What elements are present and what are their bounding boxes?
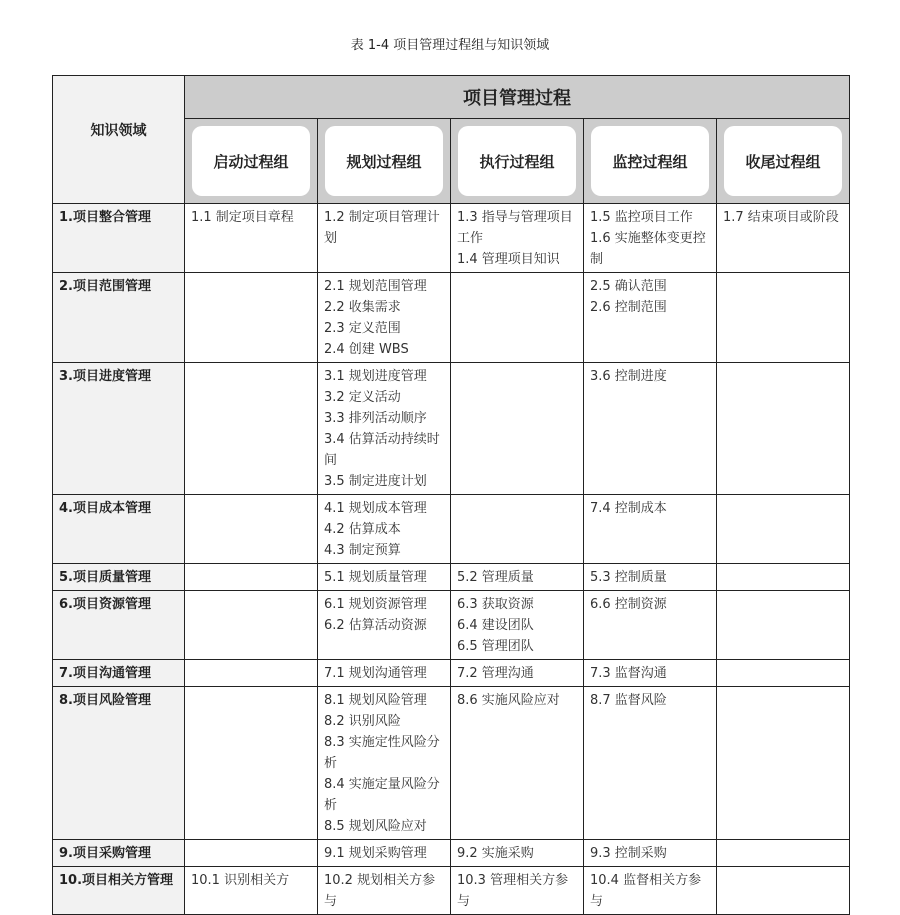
process-item: 与 (590, 894, 604, 909)
process-item: 7.4 控制成本 (590, 501, 667, 516)
process-cell (185, 495, 318, 564)
process-cell (318, 660, 451, 687)
process-cell (185, 660, 318, 687)
process-item: 工作 (457, 231, 484, 246)
process-cell (318, 564, 451, 591)
process-item: 8.2 识别风险 (324, 714, 401, 729)
process-item: 2.4 创建 WBS (324, 342, 409, 357)
process-item: 6.1 规划资源管理 (324, 597, 427, 612)
process-item: 7.1 规划沟通管理 (324, 666, 427, 681)
process-item: 8.5 规划风险应对 (324, 819, 427, 834)
process-item: 8.6 实施风险应对 (457, 693, 560, 708)
process-cell (185, 591, 318, 660)
process-item: 10.2 规划相关方参 (324, 873, 436, 888)
process-item: 3.3 排列活动顺序 (324, 411, 427, 426)
process-item: 间 (324, 453, 338, 468)
process-item: 6.2 估算活动资源 (324, 618, 427, 633)
process-cell (584, 660, 717, 687)
process-cell (451, 204, 584, 273)
group-header-executing (451, 119, 584, 204)
process-cell (584, 687, 717, 840)
process-item: 3.1 规划进度管理 (324, 369, 427, 384)
process-item: 1.2 制定项目管理计 (324, 210, 440, 225)
process-cell (318, 204, 451, 273)
process-item: 8.3 实施定性风险分 (324, 735, 440, 750)
process-item: 2.6 控制范围 (590, 300, 667, 315)
knowledge-area-label: 10.项目相关方管理 (53, 867, 185, 915)
process-item: 4.3 制定预算 (324, 543, 401, 558)
group-header-closing (717, 119, 850, 204)
process-item: 与 (324, 894, 338, 909)
process-cell (451, 591, 584, 660)
process-cell (717, 564, 850, 591)
process-cell (185, 840, 318, 867)
process-cell (584, 564, 717, 591)
group-label-executing: 执行过程组 (458, 126, 576, 196)
process-cell (451, 867, 584, 915)
process-item: 8.4 实施定量风险分 (324, 777, 440, 792)
process-item: 划 (324, 231, 338, 246)
table-caption: 表 1-4 项目管理过程组与知识领域 (350, 38, 550, 53)
process-item: 析 (324, 798, 338, 813)
process-item: 3.5 制定进度计划 (324, 474, 427, 489)
knowledge-area-label: 4.项目成本管理 (53, 495, 185, 564)
group-label-initiating: 启动过程组 (192, 126, 310, 196)
table-row (53, 687, 850, 840)
table-row (53, 204, 850, 273)
process-title-header: 项目管理过程 (185, 76, 850, 119)
process-item: 10.3 管理相关方参 (457, 873, 569, 888)
process-cell (318, 363, 451, 495)
process-item: 5.3 控制质量 (590, 570, 667, 585)
process-cell (451, 273, 584, 363)
process-cell (584, 273, 717, 363)
process-cell (717, 204, 850, 273)
table-row (53, 564, 850, 591)
process-item: 4.1 规划成本管理 (324, 501, 427, 516)
process-cell (717, 840, 850, 867)
process-cell (717, 687, 850, 840)
knowledge-area-label: 3.项目进度管理 (53, 363, 185, 495)
process-cell (717, 363, 850, 495)
process-cell (717, 660, 850, 687)
process-item: 9.3 控制采购 (590, 846, 667, 861)
table-row (53, 363, 850, 495)
table-row (53, 840, 850, 867)
process-item: 1.5 监控项目工作 (590, 210, 693, 225)
process-cell (318, 273, 451, 363)
knowledge-area-label: 8.项目风险管理 (53, 687, 185, 840)
process-cell (584, 363, 717, 495)
process-item: 1.6 实施整体变更控 (590, 231, 706, 246)
process-item: 7.3 监督沟通 (590, 666, 667, 681)
table-row (53, 495, 850, 564)
process-item: 2.3 定义范围 (324, 321, 401, 336)
process-item: 4.2 估算成本 (324, 522, 401, 537)
table-row (53, 660, 850, 687)
process-cell (185, 363, 318, 495)
process-item: 3.4 估算活动持续时 (324, 432, 440, 447)
process-cell (584, 204, 717, 273)
process-item: 2.5 确认范围 (590, 279, 667, 294)
process-cell (584, 591, 717, 660)
process-cell (185, 564, 318, 591)
process-item: 9.2 实施采购 (457, 846, 534, 861)
table-row (53, 273, 850, 363)
process-cell (717, 867, 850, 915)
process-item: 6.5 管理团队 (457, 639, 534, 654)
process-knowledge-table-frame (52, 75, 848, 915)
process-cell (451, 564, 584, 591)
process-cell (185, 687, 318, 840)
knowledge-area-label: 7.项目沟通管理 (53, 660, 185, 687)
process-cell (451, 840, 584, 867)
group-header-initiating (185, 119, 318, 204)
process-item: 2.1 规划范围管理 (324, 279, 427, 294)
process-cell (451, 363, 584, 495)
process-item: 6.3 获取资源 (457, 597, 534, 612)
process-knowledge-table (52, 75, 850, 915)
process-cell (584, 867, 717, 915)
group-label-planning: 规划过程组 (325, 126, 443, 196)
process-item: 1.3 指导与管理项目 (457, 210, 573, 225)
process-item: 7.2 管理沟通 (457, 666, 534, 681)
process-item: 1.4 管理项目知识 (457, 252, 560, 267)
process-item: 10.1 识别相关方 (191, 873, 290, 888)
process-item: 析 (324, 756, 338, 771)
process-item: 制 (590, 252, 604, 267)
knowledge-area-label: 5.项目质量管理 (53, 564, 185, 591)
process-cell (318, 591, 451, 660)
group-label-monitoring: 监控过程组 (591, 126, 709, 196)
process-item: 8.1 规划风险管理 (324, 693, 427, 708)
knowledge-area-label: 1.项目整合管理 (53, 204, 185, 273)
process-item: 与 (457, 894, 471, 909)
process-item: 10.4 监督相关方参 (590, 873, 702, 888)
table-row (53, 591, 850, 660)
process-cell (318, 840, 451, 867)
process-cell (451, 687, 584, 840)
process-cell (451, 660, 584, 687)
process-cell (717, 591, 850, 660)
group-header-planning (318, 119, 451, 204)
knowledge-area-label: 9.项目采购管理 (53, 840, 185, 867)
process-cell (717, 495, 850, 564)
process-item: 6.6 控制资源 (590, 597, 667, 612)
process-item: 6.4 建设团队 (457, 618, 534, 633)
knowledge-area-label: 6.项目资源管理 (53, 591, 185, 660)
process-item: 3.2 定义活动 (324, 390, 401, 405)
process-item: 9.1 规划采购管理 (324, 846, 427, 861)
group-header-monitoring (584, 119, 717, 204)
process-item: 2.2 收集需求 (324, 300, 401, 315)
process-cell (584, 495, 717, 564)
process-cell (185, 867, 318, 915)
process-item: 3.6 控制进度 (590, 369, 667, 384)
process-item: 5.1 规划质量管理 (324, 570, 427, 585)
process-item: 1.1 制定项目章程 (191, 210, 294, 225)
process-cell (318, 687, 451, 840)
table-body (53, 204, 850, 915)
process-cell (318, 495, 451, 564)
process-item: 8.7 监督风险 (590, 693, 667, 708)
process-item: 1.7 结束项目或阶段 (723, 210, 839, 225)
process-cell (318, 867, 451, 915)
knowledge-area-header: 知识领域 (53, 76, 185, 204)
process-cell (584, 840, 717, 867)
process-cell (185, 273, 318, 363)
table-row (53, 867, 850, 915)
process-cell (451, 495, 584, 564)
process-cell (717, 273, 850, 363)
process-cell (185, 204, 318, 273)
knowledge-area-label: 2.项目范围管理 (53, 273, 185, 363)
group-label-closing: 收尾过程组 (724, 126, 842, 196)
process-item: 5.2 管理质量 (457, 570, 534, 585)
